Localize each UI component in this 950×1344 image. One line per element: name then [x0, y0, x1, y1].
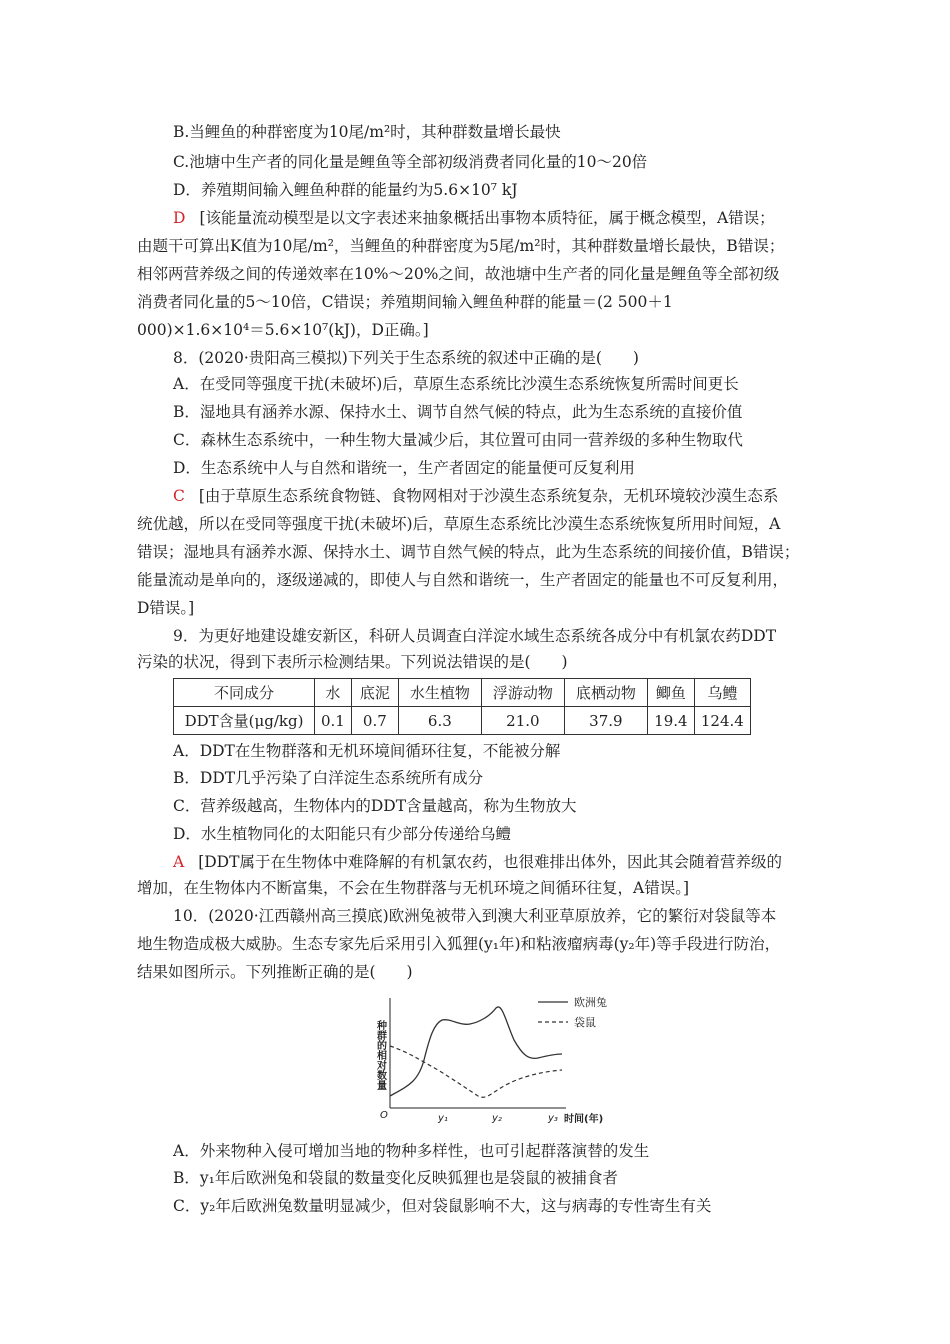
table-header-cell: 鲫鱼 — [647, 679, 694, 707]
tick-y3: y₃ — [548, 1113, 558, 1124]
q8-answer: C — [173, 487, 185, 505]
x-axis-label: 时间(年) — [564, 1114, 604, 1125]
q9-option-a: A．DDT在生物群落和无机环境间循环往复，不能被分解 — [173, 742, 561, 760]
kangaroo-curve — [390, 1046, 562, 1097]
table-cell: DDT含量(μg/kg) — [174, 707, 315, 735]
table-cell: 21.0 — [481, 707, 564, 735]
table-header-cell: 水生植物 — [398, 679, 481, 707]
q7-option-c: C.池塘中生产者的同化量是鲤鱼等全部初级消费者同化量的10～20倍 — [173, 153, 648, 171]
legend-rabbit: 欧洲兔 — [574, 996, 607, 1009]
ddt-table — [173, 678, 751, 735]
q7-explanation-1: [该能量流动模型是以文字表述来抽象概括出事物本质特征，属于概念模型，A错误； — [199, 209, 775, 227]
q9-option-c: C．营养级越高，生物体内的DDT含量越高，称为生物放大 — [173, 797, 577, 815]
table-cell: 124.4 — [694, 707, 750, 735]
table-header-cell: 水 — [315, 679, 352, 707]
q9-answer-line-1 — [173, 852, 782, 872]
q10-stem-1: 10．(2020·江西赣州高三摸底)欧洲兔被带入到澳大利亚草原放养，它的繁衍对袋鼠等本 — [173, 907, 777, 925]
q10-option-b: B．y₁年后欧洲兔和袋鼠的数量变化反映狐狸也是袋鼠的被捕食者 — [173, 1169, 618, 1187]
tick-y1: y₁ — [438, 1113, 448, 1124]
q9-option-b: B．DDT几乎污染了白洋淀生态系统所有成分 — [173, 769, 484, 787]
q8-explanation-3: 错误；湿地具有涵养水源、保持水土、调节自然气候的特点，此为生态系统的间接价值，B错误； — [137, 543, 800, 561]
legend-kangaroo: 袋鼠 — [574, 1016, 596, 1029]
q7-option-d: D．养殖期间输入鲤鱼种群的能量约为5.6×10⁷ kJ — [173, 181, 518, 199]
q10-stem-2: 地生物造成极大威胁。生态专家先后采用引入狐狸(y₁年)和粘液瘤病毒(y₂年)等手段进行防治， — [137, 935, 781, 953]
q9-option-d: D．水生植物同化的太阳能只有少部分传递给乌鳢 — [173, 825, 511, 843]
q8-explanation-1: [由于草原生态系统食物链、食物网相对于沙漠生态系统复杂，无机环境较沙漠生态系 — [198, 487, 779, 505]
table-cell: 6.3 — [398, 707, 481, 735]
population-graph — [368, 990, 628, 1135]
tick-y2: y₂ — [492, 1113, 502, 1124]
q7-explanation-3: 相邻两营养级之间的传递效率在10%～20%之间，故池塘中生产者的同化量是鲤鱼等全部初级 — [137, 265, 780, 283]
q9-stem-1: 9．为更好地建设雄安新区，科研人员调查白洋淀水域生态系统各成分中有机氯农药DDT — [173, 627, 777, 645]
q8-answer-line-1 — [173, 486, 778, 506]
q8-option-c: C．森林生态系统中，一种生物大量减少后，其位置可由同一营养级的多种生物取代 — [173, 431, 743, 449]
q7-explanation-5: 000)×1.6×10⁴＝5.6×10⁷(kJ)，D正确。] — [137, 321, 429, 339]
q7-answer-line-1 — [173, 208, 775, 228]
q8-explanation-5: D错误。] — [137, 599, 195, 617]
table-header-cell: 乌鳢 — [694, 679, 750, 707]
ddt-table-header-row — [174, 679, 751, 707]
q7-explanation-4: 消费者同化量的5～10倍，C错误；养殖期间输入鲤鱼种群的能量＝(2 500＋1 — [137, 293, 673, 311]
ddt-table-data-row — [174, 707, 751, 735]
q8-stem: 8．(2020·贵阳高三模拟)下列关于生态系统的叙述中正确的是( ) — [173, 349, 639, 367]
table-cell: 37.9 — [564, 707, 647, 735]
table-cell: 19.4 — [647, 707, 694, 735]
q9-explanation-1: [DDT属于在生物体中难降解的有机氯农药，也很难排出体外，因此其会随着营养级的 — [198, 853, 782, 871]
q8-option-b: B．湿地具有涵养水源、保持水土、调节自然气候的特点，此为生态系统的直接价值 — [173, 403, 743, 421]
q9-answer: A — [173, 853, 185, 871]
table-cell: 0.7 — [351, 707, 398, 735]
table-header-cell: 底栖动物 — [564, 679, 647, 707]
q10-option-a: A．外来物种入侵可增加当地的物种多样性，也可引起群落演替的发生 — [173, 1142, 650, 1160]
q8-explanation-2: 统优越，所以在受同等强度干扰(未破坏)后，草原生态系统比沙漠生态系统恢复所用时间短，A — [137, 515, 781, 533]
q7-explanation-2: 由题干可算出K值为10尾/m²，当鲤鱼的种群密度为5尾/m²时，其种群数量增长最快，B错误； — [137, 237, 785, 255]
q9-explanation-2: 增加，在生物体内不断富集，不会在生物群落与无机环境之间循环往复，A错误。] — [137, 879, 689, 897]
q7-answer: D — [173, 209, 186, 227]
table-cell: 0.1 — [315, 707, 352, 735]
q8-explanation-4: 能量流动是单向的，逐级递减的，即使人与自然和谐统一，生产者固定的能量也不可反复利用， — [137, 571, 789, 589]
q10-stem-3: 结果如图所示。下列推断正确的是( ) — [137, 963, 413, 981]
q9-stem-2: 污染的状况，得到下表所示检测结果。下列说法错误的是( ) — [137, 653, 568, 671]
origin-label: O — [380, 1110, 388, 1121]
q10-option-c: C．y₂年后欧洲兔数量明显减少，但对袋鼠影响不大，这与病毒的专性寄生有关 — [173, 1197, 712, 1215]
table-header-cell: 浮游动物 — [481, 679, 564, 707]
table-header-cell: 不同成分 — [174, 679, 315, 707]
q8-option-a: A．在受同等强度干扰(未破坏)后，草原生态系统比沙漠生态系统恢复所需时间更长 — [173, 375, 739, 393]
q7-option-b: B.当鲤鱼的种群密度为10尾/m²时，其种群数量增长最快 — [173, 123, 561, 141]
y-axis-label: 种群的相对数量 — [374, 1020, 386, 1090]
table-header-cell: 底泥 — [351, 679, 398, 707]
rabbit-curve — [390, 1007, 562, 1096]
q8-option-d: D．生态系统中人与自然和谐统一，生产者固定的能量便可反复利用 — [173, 459, 635, 477]
